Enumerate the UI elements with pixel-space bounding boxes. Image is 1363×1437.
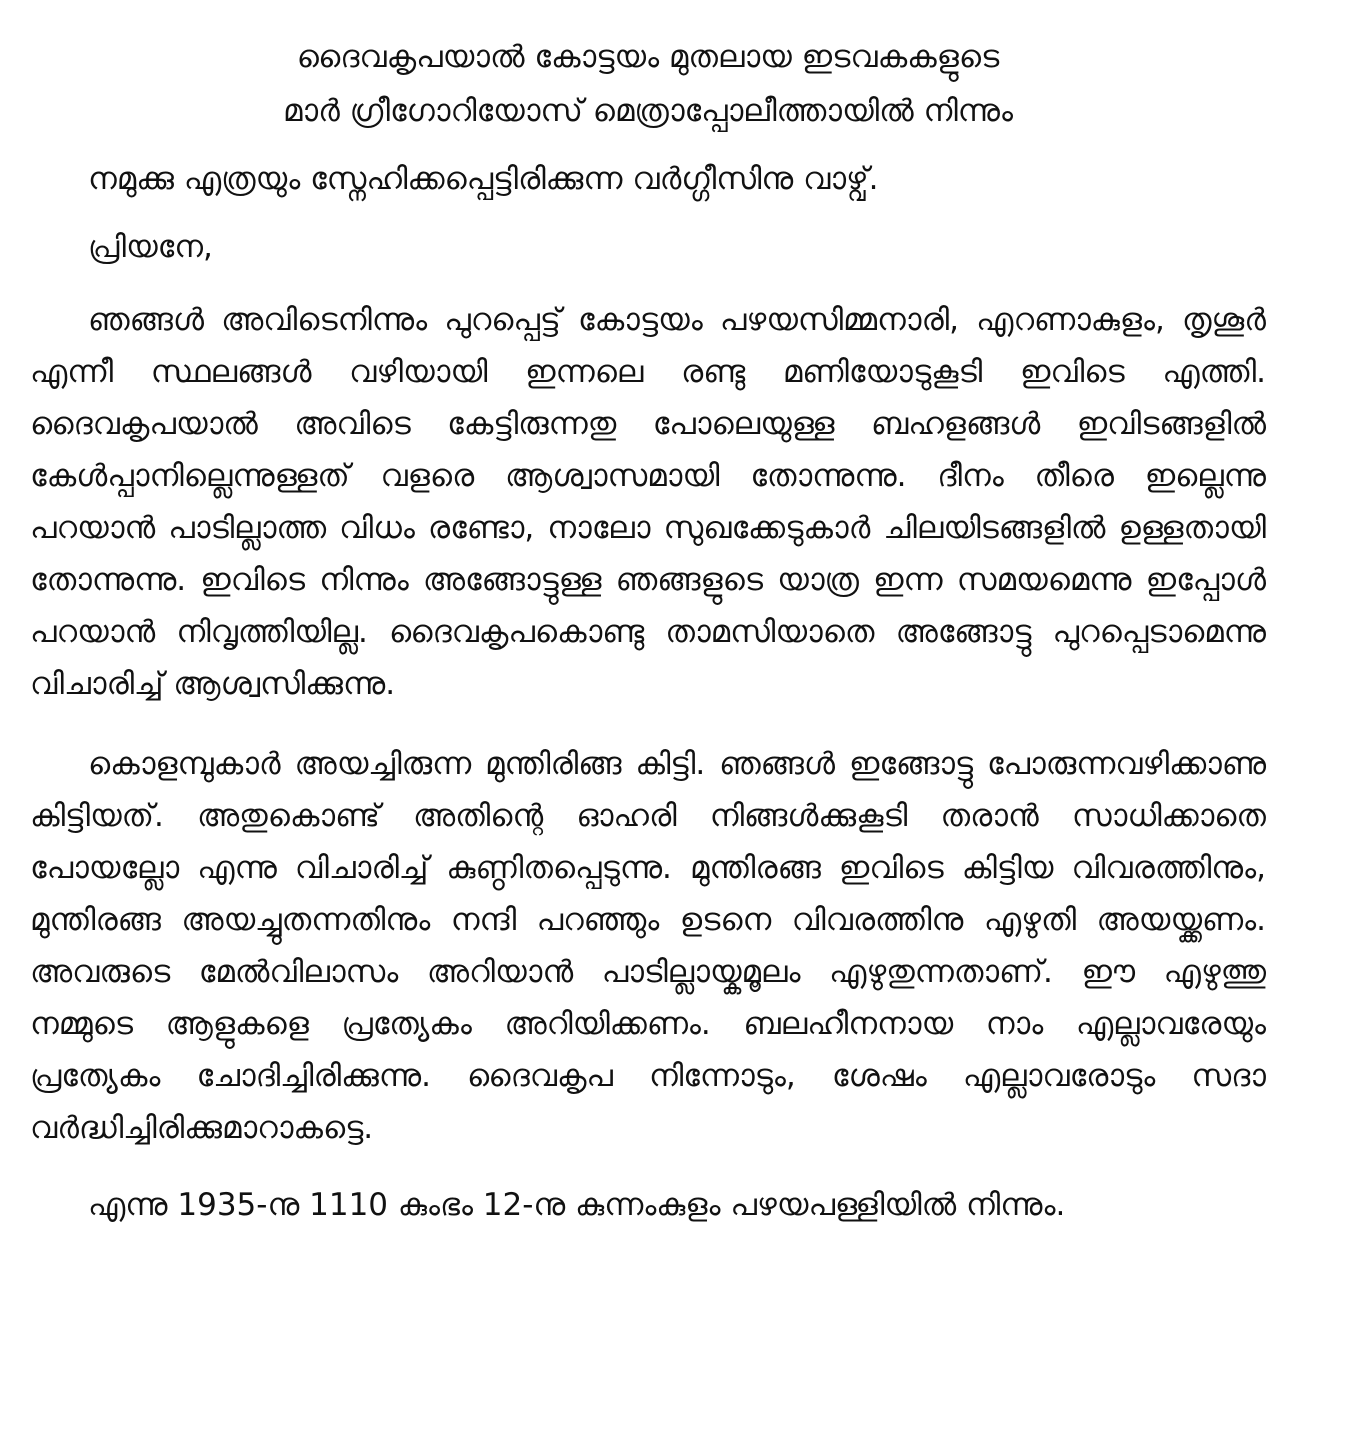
letter-paragraph-2: കൊളമ്പുകാർ അയച്ചിരുന്ന മുന്തിരിങ്ങ കിട്ടി. ഞങ്ങൾ ഇങ്ങോട്ടു പോരുന്നവഴിക്കാണു കിട്ടിയത്. അതുകൊണ്ട് അതിന്റെ ഓഹരി നിങ്ങൾക്കുകൂടി തരാൻ സാധിക്കാതെ പോയല്ലോ എന്നു വിചാരിച്ച് കുണ്ഠിതപ്പെടുന്നു. മുന്തിരങ്ങ ഇവിടെ കിട്ടിയ വിവരത്തിനും, മുന്തിരങ്ങ അയച്ചുതന്നതിനും നന്ദി പറഞ്ഞും ഉടനെ വിവരത്തിനു എഴുതി അയയ്ക്കണം. അവരുടെ മേൽവിലാസം അറിയാൻ പാടില്ലായ്കമൂലം എഴുതുന്നതാണ്. ഈ എഴുത്തു നമ്മുടെ ആളുകളെ പ്രത്യേകം അറിയിക്കണം. ബലഹീനനായ നാം എല്ലാവരേയും പ്രത്യേകം ചോദിച്ചിരിക്കുന്നു. ദൈവകൃപ നിന്നോടും, ശേഷം എല്ലാവരോടും സദാ വർദ്ധിച്ചിരിക്കുമാറാകട്ടെ.	[30, 746, 1266, 1146]
heading-line-1: ദൈവകൃപയാൽ കോട്ടയം മുതലായ ഇടവകകളുടെ	[296, 39, 1000, 75]
letter-address: നമുക്കു എത്രയും സ്നേഹിക്കപ്പെട്ടിരിക്കുന്ന വർഗ്ഗീസിനു വാഴ്വ്.	[88, 161, 879, 197]
letter-closing: എന്നു 1935-നു 1110 കുംഭം 12-നു കുന്നംകുളം പഴയപള്ളിയിൽ നിന്നും.	[88, 1187, 1066, 1223]
letter-page	[30, 30, 1266, 1420]
letter-heading	[30, 30, 1266, 138]
letter-greeting: പ്രിയനേ,	[88, 229, 213, 265]
heading-line-2: മാർ ഗ്രീഗോറിയോസ് മെത്രാപ്പോലീത്തായിൽ നിന്നും	[282, 93, 1014, 129]
letter-paragraph-1: ഞങ്ങൾ അവിടെനിന്നും പുറപ്പെട്ട് കോട്ടയം പഴയസിമ്മനാരി, എറണാകുളം, തൃശൂർ എന്നീ സ്ഥലങ്ങൾ വഴിയായി ഇന്നലെ രണ്ടു മണിയോടുകൂടി ഇവിടെ എത്തി. ദൈവകൃപയാൽ അവിടെ കേട്ടിരുന്നതു പോലെയുള്ള ബഹളങ്ങൾ ഇവിടങ്ങളിൽ കേൾപ്പാനില്ലെന്നുള്ളത് വളരെ ആശ്വാസമായി തോന്നുന്നു. ദീനം തീരെ ഇല്ലെന്നു പറയാൻ പാടില്ലാത്ത വിധം രണ്ടോ, നാലോ സുഖക്കേടുകാർ ചിലയിടങ്ങളിൽ ഉള്ളതായി തോന്നുന്നു. ഇവിടെ നിന്നും അങ്ങോട്ടുള്ള ഞങ്ങളുടെ യാത്ര ഇന്ന സമയമെന്നു ഇപ്പോൾ പറയാൻ നിവൃത്തിയില്ല. ദൈവകൃപകൊണ്ടു താമസിയാതെ അങ്ങോട്ടു പുറപ്പെടാമെന്നു വിചാരിച്ച് ആശ്വസിക്കുന്നു.	[30, 302, 1266, 702]
